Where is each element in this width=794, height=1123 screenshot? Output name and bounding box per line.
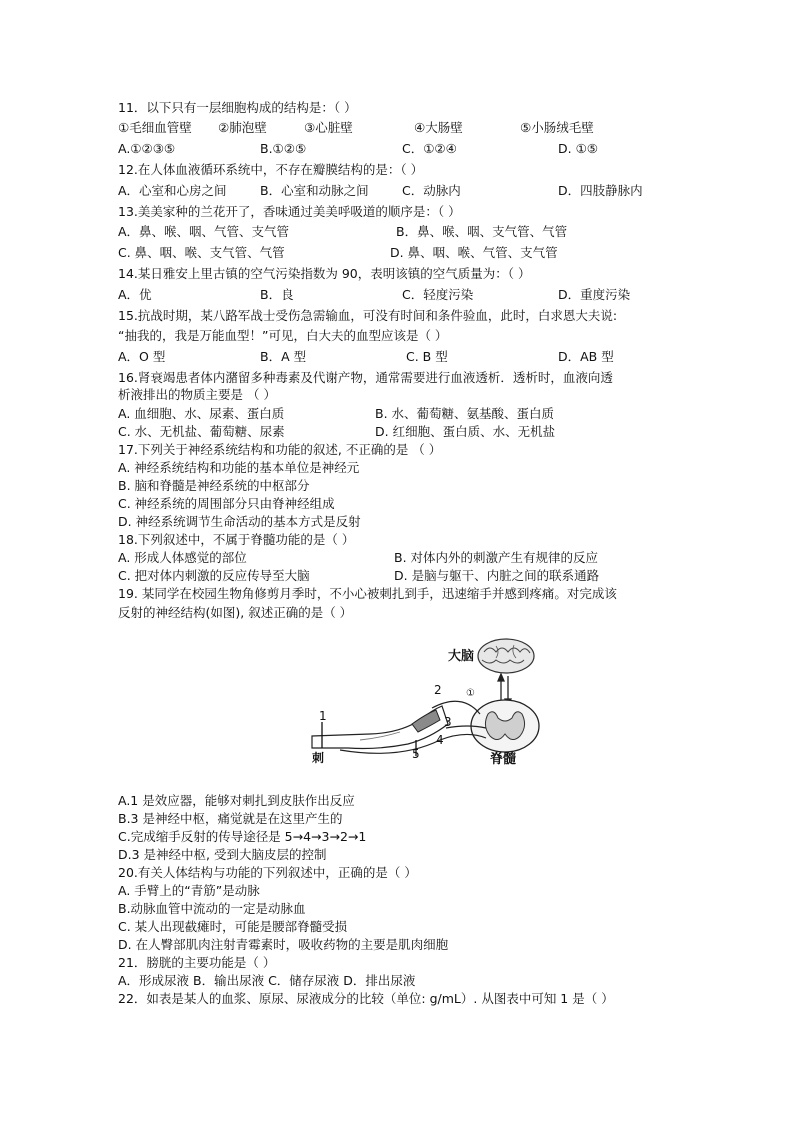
q15-option-a: A．O 型 xyxy=(118,349,166,364)
q15-stem-line1: 15.抗战时期，某八路军战士受伤急需输血，可没有时间和条件验血，此时，白求恩大夫说: xyxy=(118,308,618,323)
q18-option-b: B. 对体内外的刺激产生有规律的反应 xyxy=(394,550,599,565)
q17-option-d: D. 神经系统调节生命活动的基本方式是反射 xyxy=(118,514,361,529)
brain-illustration xyxy=(478,639,534,673)
thorn-label: 刺 xyxy=(312,751,325,765)
q13-option-c: C. 鼻、咽、喉、支气管、气管 xyxy=(118,245,285,260)
q18-option-d: D. 是脑与躯干、内脏之间的联系通路 xyxy=(394,568,600,583)
q12-stem: 12.在人体血液循环系统中，不存在瓣膜结构的是：（ ） xyxy=(118,162,424,177)
label-5: 5 xyxy=(412,747,420,761)
q19-option-b: B.3 是神经中枢，痛觉就是在这里产生的 xyxy=(118,811,343,826)
q13-stem: 13.美美家种的兰花开了，香味通过美美呼吸道的顺序是：（ ） xyxy=(118,204,461,219)
q14-stem: 14.某日雅安上里古镇的空气污染指数为 90，表明该镇的空气质量为：（ ） xyxy=(118,266,531,281)
ganglion-marker: ① xyxy=(466,688,475,699)
brain-label: 大脑 xyxy=(448,649,475,664)
q15-option-b: B．A 型 xyxy=(260,349,307,364)
q16-stem-line2: 析液排出的物质主要是 （ ） xyxy=(118,387,276,402)
q15-option-c: C. B 型 xyxy=(406,349,448,364)
q15-stem-line2: “抽我的，我是万能血型！”可见，白大夫的血型应该是（ ） xyxy=(118,328,448,343)
q12-option-d: D．四肢静脉内 xyxy=(558,183,643,198)
q11-item: ①毛细血管壁 xyxy=(118,120,192,135)
q14-option-a: A．优 xyxy=(118,287,152,302)
q22-stem: 22．如表是某人的血浆、原尿、尿液成分的比较（单位: g/mL）. 从图表中可知 1 是（ ） xyxy=(118,991,614,1006)
q11-option-c: C．①②④ xyxy=(402,141,457,156)
q19-stem-line2: 反射的神经结构(如图), 叙述正确的是（ ） xyxy=(118,605,353,620)
q12-option-a: A．心室和心房之间 xyxy=(118,183,227,198)
arm-illustration xyxy=(312,706,448,749)
q11-stem: 11．以下只有一层细胞构成的结构是：（ ） xyxy=(118,100,357,115)
q20-option-c: C. 某人出现截瘫时，可能是腰部脊髓受损 xyxy=(118,919,348,934)
q14-option-b: B．良 xyxy=(260,287,294,302)
q11-item: ④大肠壁 xyxy=(414,120,463,135)
q19-option-d: D.3 是神经中枢, 受到大脑皮层的控制 xyxy=(118,847,327,862)
q11-option-a: A.①②③⑤ xyxy=(118,141,176,156)
q16-option-c: C. 水、无机盐、葡萄糖、尿素 xyxy=(118,424,285,439)
q20-option-b: B.动脉血管中流动的一定是动脉血 xyxy=(118,901,306,916)
q19-stem-line1: 19. 某同学在校园生物角修剪月季时，不小心被刺扎到手，迅速缩手并感到疼痛。对完成该 xyxy=(118,586,617,601)
q18-stem: 18.下列叙述中，不属于脊髓功能的是（ ） xyxy=(118,532,355,547)
q11-item: ③心脏壁 xyxy=(304,120,353,135)
q12-option-c: C．动脉内 xyxy=(402,183,461,198)
q11-option-b: B.①②⑤ xyxy=(260,141,307,156)
q16-option-a: A. 血细胞、水、尿素、蛋白质 xyxy=(118,406,285,421)
label-1: 1 xyxy=(319,709,327,723)
q17-option-c: C. 神经系统的周围部分只由脊神经组成 xyxy=(118,496,335,511)
cord-label: 脊髓 xyxy=(490,752,517,767)
q19-option-c: C.完成缩手反射的传导途径是 5→4→3→2→1 xyxy=(118,829,367,844)
q11-item: ⑤小肠绒毛壁 xyxy=(520,120,594,135)
q11-option-d: D. ①⑤ xyxy=(558,141,598,156)
q20-stem: 20.有关人体结构与功能的下列叙述中，正确的是（ ） xyxy=(118,865,417,880)
q18-option-a: A. 形成人体感觉的部位 xyxy=(118,550,247,565)
q13-option-b: B．鼻、喉、咽、支气管、气管 xyxy=(396,224,568,239)
spinal-cord-section xyxy=(471,700,539,752)
q11-item: ②肺泡壁 xyxy=(218,120,267,135)
q17-stem: 17.下列关于神经系统结构和功能的叙述, 不正确的是 （ ） xyxy=(118,442,442,457)
q15-option-d: D．AB 型 xyxy=(558,349,614,364)
q21-options: A．形成尿液 B．输出尿液 C．储存尿液 D．排出尿液 xyxy=(118,973,416,988)
q17-option-a: A. 神经系统结构和功能的基本单位是神经元 xyxy=(118,460,360,475)
q20-option-d: D. 在人臀部肌肉注射青霉素时，吸收药物的主要是肌肉细胞 xyxy=(118,937,449,952)
q18-option-c: C. 把对体内刺激的反应传导至大脑 xyxy=(118,568,310,583)
q12-option-b: B．心室和动脉之间 xyxy=(260,183,369,198)
reflex-arc-diagram xyxy=(300,636,550,768)
q14-option-d: D．重度污染 xyxy=(558,287,631,302)
q13-option-a: A．鼻、喉、咽、气管、支气管 xyxy=(118,224,290,239)
q16-option-b: B. 水、葡萄糖、氨基酸、蛋白质 xyxy=(375,406,555,421)
label-4: 4 xyxy=(436,733,444,747)
q21-stem: 21．膀胱的主要功能是（ ） xyxy=(118,955,276,970)
q19-option-a: A.1 是效应器，能够对刺扎到皮肤作出反应 xyxy=(118,793,355,808)
label-2: 2 xyxy=(434,683,442,697)
reflex-arc-figure xyxy=(300,636,550,768)
q17-option-b: B. 脑和脊髓是神经系统的中枢部分 xyxy=(118,478,310,493)
q16-option-d: D. 红细胞、蛋白质、水、无机盐 xyxy=(375,424,556,439)
q13-option-d: D. 鼻、咽、喉、气管、支气管 xyxy=(390,245,558,260)
q20-option-a: A. 手臂上的“青筋”是动脉 xyxy=(118,883,260,898)
q14-option-c: C．轻度污染 xyxy=(402,287,474,302)
label-3: 3 xyxy=(444,715,452,729)
q16-stem-line1: 16.肾衰竭患者体内潴留多种毒素及代谢产物，通常需要进行血液透析．透析时，血液向透 xyxy=(118,370,613,385)
